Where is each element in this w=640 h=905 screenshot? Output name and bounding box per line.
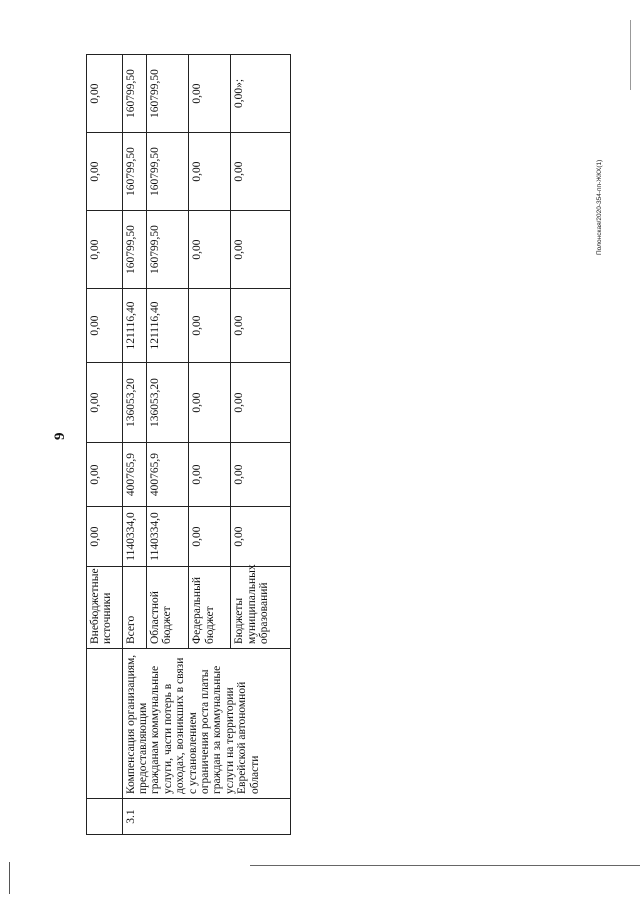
table-row xyxy=(87,55,123,835)
item-description: Компенсация организациям, предоставляющим гражданам коммунальные услуги, части потерь в доходах, возникших в связи с установлением ограничения роста платы граждан за коммунальные услуги на территории Еврейской автономной области xyxy=(122,649,291,799)
value-cell: 160799,50 xyxy=(122,133,147,211)
value-cell: 0,00 xyxy=(87,507,123,567)
value-cell: 0,00 xyxy=(231,133,291,211)
value-cell: 0,00 xyxy=(189,133,231,211)
value-cell: 160799,50 xyxy=(122,55,147,133)
value-cell: 0,00 xyxy=(189,289,231,363)
value-cell: 400765,9 xyxy=(122,443,147,507)
value-cell: 400765,9 xyxy=(147,443,189,507)
value-cell: 0,00 xyxy=(189,507,231,567)
value-cell: 121116,40 xyxy=(122,289,147,363)
value-cell: 0,00 xyxy=(231,211,291,289)
value-cell: 0,00 xyxy=(231,507,291,567)
value-cell: 136053,20 xyxy=(122,363,147,443)
value-cell: 0,00 xyxy=(231,363,291,443)
rotated-table-wrapper xyxy=(86,55,291,835)
value-cell: 0,00 xyxy=(189,55,231,133)
value-cell: 0,00 xyxy=(189,443,231,507)
value-cell: 160799,50 xyxy=(147,133,189,211)
document-reference: Полонская/2020-354-пп-ЖКХ(1) xyxy=(596,159,603,255)
value-cell: 136053,20 xyxy=(147,363,189,443)
value-cell: 0,00 xyxy=(87,363,123,443)
item-number: 3.1 xyxy=(122,799,291,835)
page-number: 9 xyxy=(52,432,68,440)
value-cell: 0,00»; xyxy=(231,55,291,133)
source-label: Бюджеты муниципальных образований xyxy=(231,567,291,649)
value-cell: 0,00 xyxy=(231,443,291,507)
scan-edge-mark-top xyxy=(630,20,631,90)
value-cell: 0,00 xyxy=(87,443,123,507)
value-cell: 0,00 xyxy=(87,133,123,211)
value-cell: 0,00 xyxy=(189,363,231,443)
source-label: Федеральный бюджет xyxy=(189,567,231,649)
value-cell: 1140334,0 xyxy=(122,507,147,567)
funding-table xyxy=(86,54,291,835)
value-cell: 0,00 xyxy=(87,55,123,133)
source-label: Всего xyxy=(122,567,147,649)
scan-edge-mark-bottom xyxy=(250,865,640,866)
value-cell: 0,00 xyxy=(189,211,231,289)
value-cell: 1140334,0 xyxy=(147,507,189,567)
value-cell: 160799,50 xyxy=(147,55,189,133)
source-label: Областной бюджет xyxy=(147,567,189,649)
value-cell: 160799,50 xyxy=(122,211,147,289)
value-cell: 0,00 xyxy=(87,289,123,363)
value-cell: 121116,40 xyxy=(147,289,189,363)
value-cell: 0,00 xyxy=(87,211,123,289)
source-label: Внебюджетные источники xyxy=(87,567,123,649)
scan-edge-mark-left xyxy=(9,862,10,894)
item-description-cell xyxy=(87,649,123,799)
item-number-cell xyxy=(87,799,123,835)
table-row xyxy=(122,55,147,835)
value-cell: 0,00 xyxy=(231,289,291,363)
value-cell: 160799,50 xyxy=(147,211,189,289)
